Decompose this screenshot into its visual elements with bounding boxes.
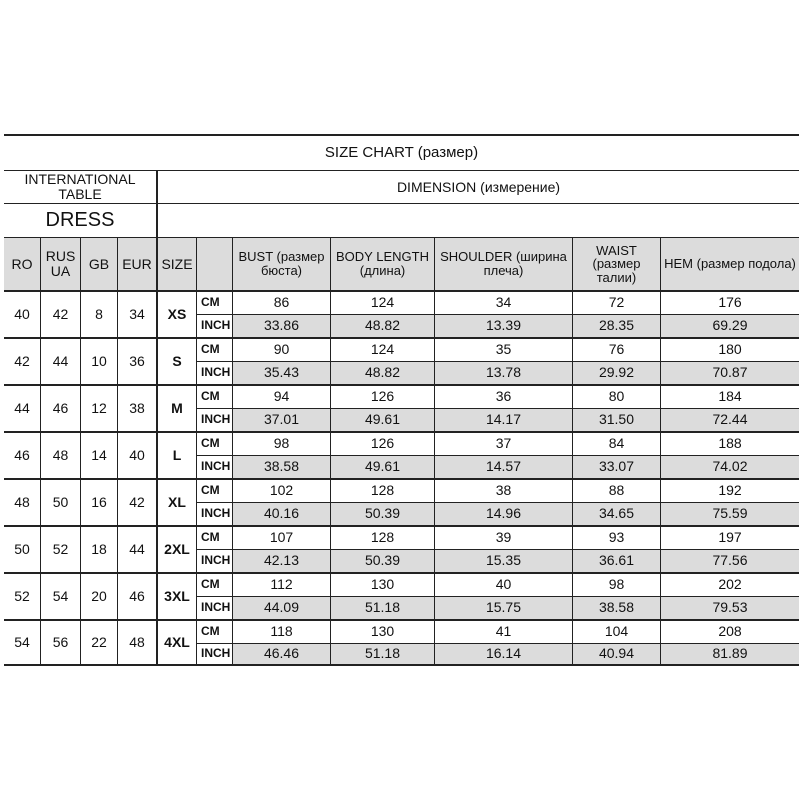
- size-rus-cell: 56: [40, 619, 80, 666]
- cm-value: 94: [232, 384, 330, 408]
- cm-value: 112: [232, 572, 330, 596]
- unit-inch-label: INCH: [196, 643, 232, 667]
- size-rus-cell: 46: [40, 384, 80, 431]
- unit-inch-label: INCH: [196, 596, 232, 620]
- unit-inch-label: INCH: [196, 549, 232, 573]
- cm-value: 37: [434, 431, 572, 455]
- international-table-label: INTERNATIONAL TABLE: [4, 170, 156, 203]
- inch-value: 75.59: [660, 502, 799, 526]
- cm-value: 39: [434, 525, 572, 549]
- inch-value: 28.35: [572, 314, 660, 338]
- size-gb-cell: 8: [80, 290, 117, 337]
- header-rus-ua: RUS UA: [40, 237, 80, 290]
- cm-value: 88: [572, 478, 660, 502]
- unit-cm-label: CM: [196, 525, 232, 549]
- inch-value: 49.61: [330, 408, 434, 432]
- size-gb-cell: 12: [80, 384, 117, 431]
- cm-value: 86: [232, 290, 330, 314]
- inch-value: 14.96: [434, 502, 572, 526]
- header-body-length: BODY LENGTH (длина): [330, 237, 434, 290]
- inch-value: 15.75: [434, 596, 572, 620]
- size-size-cell: XS: [156, 290, 196, 337]
- unit-cm-label: CM: [196, 337, 232, 361]
- size-ro-cell: 42: [4, 337, 40, 384]
- cm-value: 188: [660, 431, 799, 455]
- unit-inch-label: INCH: [196, 408, 232, 432]
- inch-value: 35.43: [232, 361, 330, 385]
- cm-value: 80: [572, 384, 660, 408]
- unit-cm-label: CM: [196, 431, 232, 455]
- inch-value: 14.17: [434, 408, 572, 432]
- header-waist: WAIST (размер талии): [572, 237, 660, 290]
- size-ro-cell: 40: [4, 290, 40, 337]
- size-size-cell: M: [156, 384, 196, 431]
- size-eur-cell: 36: [117, 337, 156, 384]
- inch-value: 44.09: [232, 596, 330, 620]
- size-rus-cell: 52: [40, 525, 80, 572]
- header-size: SIZE: [156, 237, 196, 290]
- cm-value: 197: [660, 525, 799, 549]
- cm-value: 98: [572, 572, 660, 596]
- inch-value: 33.86: [232, 314, 330, 338]
- size-gb-cell: 16: [80, 478, 117, 525]
- header-bust: BUST (размер бюста): [232, 237, 330, 290]
- size-eur-cell: 46: [117, 572, 156, 619]
- size-eur-cell: 38: [117, 384, 156, 431]
- inch-value: 48.82: [330, 361, 434, 385]
- size-ro-cell: 52: [4, 572, 40, 619]
- cm-value: 41: [434, 619, 572, 643]
- cm-value: 36: [434, 384, 572, 408]
- header-ro: RO: [4, 237, 40, 290]
- cm-value: 180: [660, 337, 799, 361]
- inch-value: 50.39: [330, 502, 434, 526]
- size-ro-cell: 44: [4, 384, 40, 431]
- size-eur-cell: 40: [117, 431, 156, 478]
- cm-value: 126: [330, 384, 434, 408]
- inch-value: 40.94: [572, 643, 660, 667]
- size-ro-cell: 50: [4, 525, 40, 572]
- inch-value: 72.44: [660, 408, 799, 432]
- size-size-cell: 2XL: [156, 525, 196, 572]
- unit-inch-label: INCH: [196, 455, 232, 479]
- cm-value: 130: [330, 619, 434, 643]
- inch-value: 31.50: [572, 408, 660, 432]
- cm-value: 202: [660, 572, 799, 596]
- header-hem: HEM (размер подола): [660, 237, 799, 290]
- inch-value: 38.58: [232, 455, 330, 479]
- cm-value: 35: [434, 337, 572, 361]
- inch-value: 81.89: [660, 643, 799, 667]
- dimension-label: DIMENSION (измерение): [156, 170, 799, 203]
- header-shoulder: SHOULDER (ширина плеча): [434, 237, 572, 290]
- inch-value: 49.61: [330, 455, 434, 479]
- cm-value: 104: [572, 619, 660, 643]
- size-ro-cell: 54: [4, 619, 40, 666]
- cm-value: 72: [572, 290, 660, 314]
- cm-value: 93: [572, 525, 660, 549]
- cm-value: 130: [330, 572, 434, 596]
- cm-value: 107: [232, 525, 330, 549]
- inch-value: 70.87: [660, 361, 799, 385]
- size-gb-cell: 18: [80, 525, 117, 572]
- inch-value: 16.14: [434, 643, 572, 667]
- size-chart-table: [4, 134, 799, 670]
- header-eur: EUR: [117, 237, 156, 290]
- unit-cm-label: CM: [196, 290, 232, 314]
- size-ro-cell: 46: [4, 431, 40, 478]
- dress-label: DRESS: [4, 203, 156, 237]
- cm-value: 124: [330, 337, 434, 361]
- size-rus-cell: 54: [40, 572, 80, 619]
- size-gb-cell: 14: [80, 431, 117, 478]
- cm-value: 76: [572, 337, 660, 361]
- size-ro-cell: 48: [4, 478, 40, 525]
- size-size-cell: 3XL: [156, 572, 196, 619]
- unit-cm-label: CM: [196, 572, 232, 596]
- inch-value: 36.61: [572, 549, 660, 573]
- dimension-blank: [156, 203, 799, 237]
- inch-value: 48.82: [330, 314, 434, 338]
- unit-inch-label: INCH: [196, 361, 232, 385]
- inch-value: 42.13: [232, 549, 330, 573]
- inch-value: 13.78: [434, 361, 572, 385]
- size-gb-cell: 22: [80, 619, 117, 666]
- inch-value: 40.16: [232, 502, 330, 526]
- unit-cm-label: CM: [196, 619, 232, 643]
- size-eur-cell: 44: [117, 525, 156, 572]
- cm-value: 128: [330, 525, 434, 549]
- inch-value: 74.02: [660, 455, 799, 479]
- size-gb-cell: 10: [80, 337, 117, 384]
- inch-value: 29.92: [572, 361, 660, 385]
- cm-value: 118: [232, 619, 330, 643]
- cm-value: 98: [232, 431, 330, 455]
- size-rus-cell: 50: [40, 478, 80, 525]
- cm-value: 176: [660, 290, 799, 314]
- inch-value: 33.07: [572, 455, 660, 479]
- cm-value: 34: [434, 290, 572, 314]
- cm-value: 124: [330, 290, 434, 314]
- cm-value: 208: [660, 619, 799, 643]
- size-rus-cell: 42: [40, 290, 80, 337]
- inch-value: 51.18: [330, 596, 434, 620]
- cm-value: 192: [660, 478, 799, 502]
- inch-value: 46.46: [232, 643, 330, 667]
- size-size-cell: XL: [156, 478, 196, 525]
- inch-value: 14.57: [434, 455, 572, 479]
- size-size-cell: 4XL: [156, 619, 196, 666]
- inch-value: 38.58: [572, 596, 660, 620]
- cm-value: 184: [660, 384, 799, 408]
- size-size-cell: S: [156, 337, 196, 384]
- unit-cm-label: CM: [196, 384, 232, 408]
- unit-inch-label: INCH: [196, 502, 232, 526]
- header-gb: GB: [80, 237, 117, 290]
- unit-cm-label: CM: [196, 478, 232, 502]
- header-unit-blank: [196, 237, 232, 290]
- inch-value: 77.56: [660, 549, 799, 573]
- inch-value: 51.18: [330, 643, 434, 667]
- cm-value: 126: [330, 431, 434, 455]
- chart-title: SIZE CHART (размер): [4, 134, 799, 170]
- cm-value: 40: [434, 572, 572, 596]
- inch-value: 34.65: [572, 502, 660, 526]
- cm-value: 38: [434, 478, 572, 502]
- size-size-cell: L: [156, 431, 196, 478]
- size-eur-cell: 34: [117, 290, 156, 337]
- size-eur-cell: 48: [117, 619, 156, 666]
- size-gb-cell: 20: [80, 572, 117, 619]
- unit-inch-label: INCH: [196, 314, 232, 338]
- inch-value: 79.53: [660, 596, 799, 620]
- cm-value: 84: [572, 431, 660, 455]
- inch-value: 69.29: [660, 314, 799, 338]
- size-rus-cell: 48: [40, 431, 80, 478]
- cm-value: 102: [232, 478, 330, 502]
- inch-value: 37.01: [232, 408, 330, 432]
- inch-value: 15.35: [434, 549, 572, 573]
- cm-value: 128: [330, 478, 434, 502]
- size-eur-cell: 42: [117, 478, 156, 525]
- cm-value: 90: [232, 337, 330, 361]
- inch-value: 13.39: [434, 314, 572, 338]
- inch-value: 50.39: [330, 549, 434, 573]
- size-rus-cell: 44: [40, 337, 80, 384]
